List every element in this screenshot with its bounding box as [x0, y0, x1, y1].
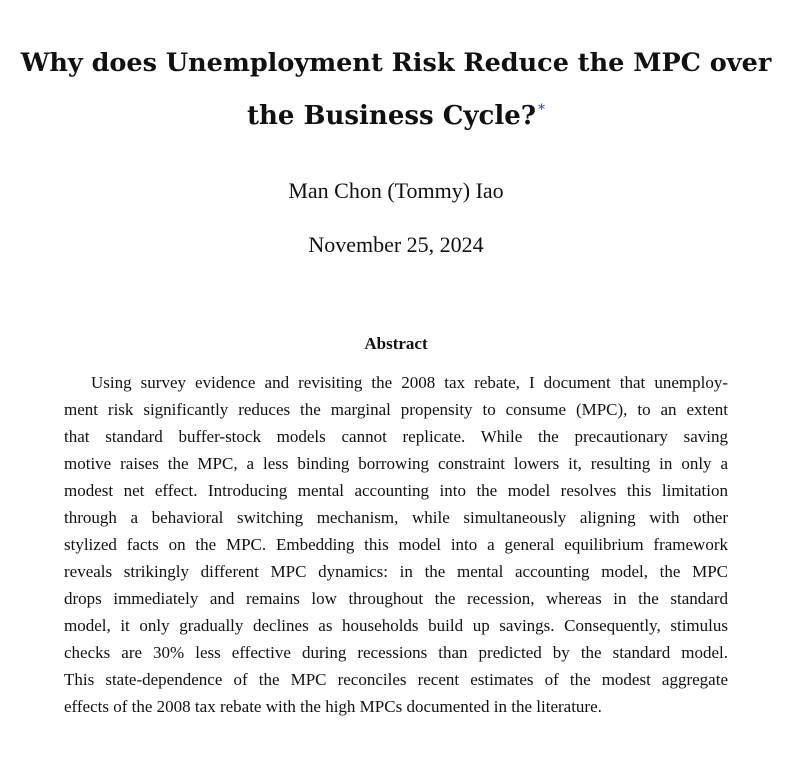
paper-date: November 25, 2024	[308, 232, 484, 257]
abstract-line: This state-dependence of the MPC reconciles recent estimates of the modest aggregate	[64, 670, 728, 689]
paper-title-text-1: Why does Unemployment Risk Reduce the MPC over	[20, 48, 772, 78]
abstract-line: motive raises the MPC, a less binding borrowing constraint lowers it, resulting in only a	[64, 454, 728, 473]
thanks-footnote-link[interactable]: *	[537, 102, 545, 119]
author-name: Man Chon (Tommy) Iao	[288, 178, 504, 203]
abstract-heading: Abstract	[364, 334, 428, 353]
abstract-line: modest net effect. Introducing mental accounting into the model resolves this limitation	[64, 481, 728, 500]
abstract-line: stylized facts on the MPC. Embedding this model into a general equilibrium framework	[64, 535, 728, 554]
abstract-line: through a behavioral switching mechanism, while simultaneously aligning with other	[64, 508, 728, 527]
abstract-line: Using survey evidence and revisiting the 2008 tax rebate, I document that unemploy-	[91, 373, 728, 392]
paper-title-line-1	[20, 48, 772, 79]
abstract-line: reveals strikingly different MPC dynamics: in the mental accounting model, the MPC	[64, 562, 728, 581]
abstract-line: that standard buffer-stock models cannot replicate. While the precautionary saving	[64, 427, 728, 446]
abstract-body	[64, 369, 728, 720]
abstract-line: effects of the 2008 tax rebate with the high MPCs documented in the literature.	[64, 697, 602, 716]
paper-title-text-2: the Business Cycle?	[247, 101, 536, 131]
abstract-line: checks are 30% less effective during recessions than predicted by the standard model.	[64, 643, 728, 662]
abstract-line: drops immediately and remains low throughout the recession, whereas in the standard	[64, 589, 728, 608]
abstract-line: ment risk significantly reduces the marginal propensity to consume (MPC), to an extent	[64, 400, 728, 419]
abstract-line: model, it only gradually declines as households build up savings. Consequently, stimulus	[64, 616, 728, 635]
paper-title-line-2	[20, 101, 772, 132]
